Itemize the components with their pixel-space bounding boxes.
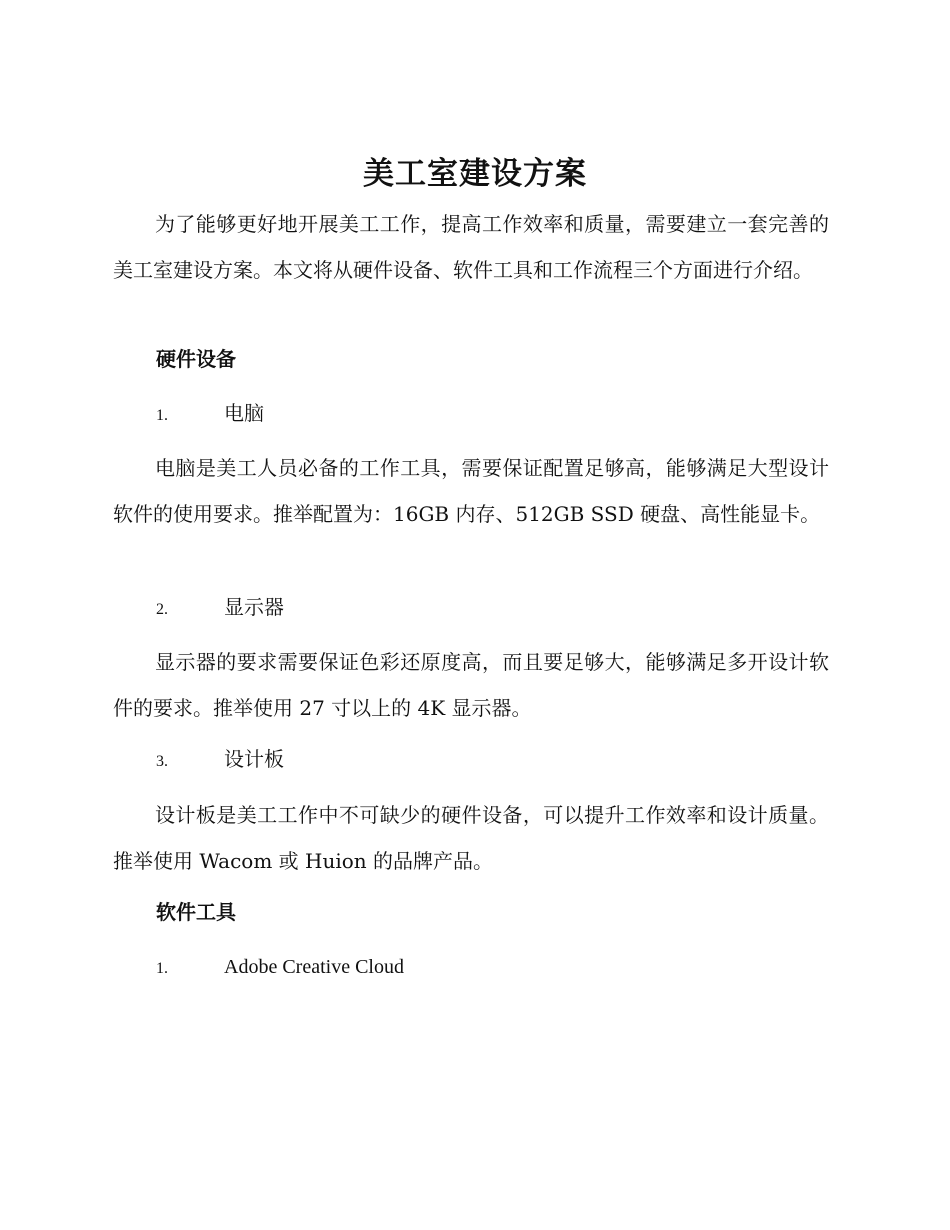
hardware-item-monitor	[156, 592, 284, 625]
hardware-item-computer	[156, 398, 264, 431]
hardware-item-tablet	[156, 744, 284, 777]
list-number: 3.	[156, 753, 168, 770]
list-label: 显示器	[224, 595, 284, 619]
list-number: 2.	[156, 601, 168, 618]
list-label: 电脑	[224, 401, 264, 425]
section-heading-software: 软件工具	[156, 900, 236, 924]
intro-paragraph: 为了能够更好地开展美工工作，提高工作效率和质量，需要建立一套完善的美工室建设方案。本文将从硬件设备、软件工具和工作流程三个方面进行介绍。	[113, 212, 829, 282]
hardware-monitor-paragraph: 显示器的要求需要保证色彩还原度高，而且要足够大，能够满足多开设计软件的要求。推举使用 27 寸以上的 4K 显示器。	[113, 650, 829, 720]
hardware-computer-paragraph: 电脑是美工人员必备的工作工具，需要保证配置足够高，能够满足大型设计软件的使用要求。推举配置为：16GB 内存、512GB SSD 硬盘、高性能显卡。	[113, 456, 829, 526]
section-heading-hardware: 硬件设备	[156, 347, 236, 371]
list-label: 设计板	[224, 747, 284, 771]
list-label: Adobe Creative Cloud	[224, 956, 404, 978]
software-item-adobe	[156, 951, 404, 984]
list-number: 1.	[156, 407, 168, 424]
document-title: 美工室建设方案	[363, 156, 587, 192]
list-number: 1.	[156, 960, 168, 977]
hardware-tablet-paragraph: 设计板是美工工作中不可缺少的硬件设备，可以提升工作效率和设计质量。推举使用 Wacom 或 Huion 的品牌产品。	[113, 803, 829, 873]
